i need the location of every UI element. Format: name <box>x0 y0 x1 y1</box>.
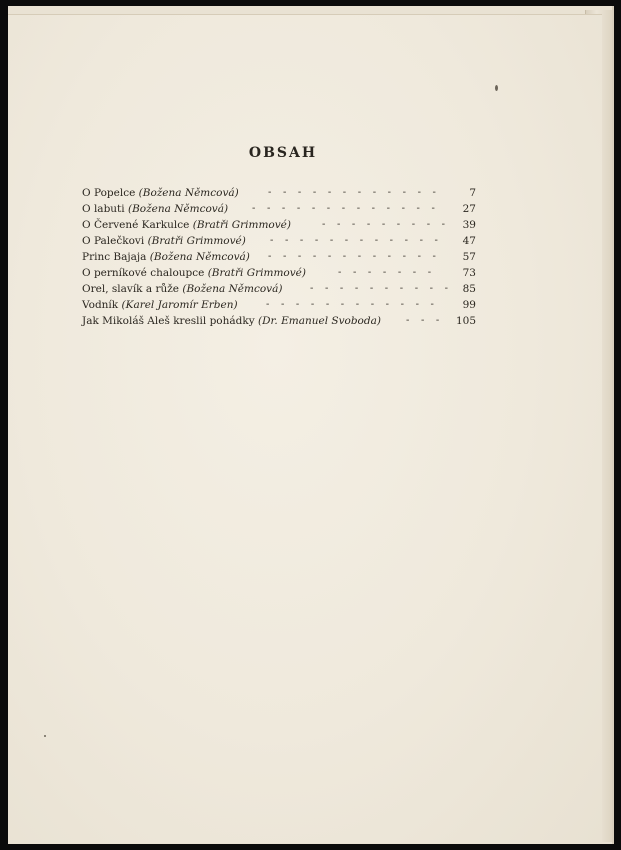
toc-page-number: 57 <box>462 251 476 263</box>
toc-title: O Červené Karkulce <box>82 219 190 231</box>
toc-entry <box>82 201 482 217</box>
toc-author: (Božena Němcová) <box>127 203 229 215</box>
toc-author: (Božena Němcová) <box>138 187 239 199</box>
page-title: OBSAH <box>248 145 318 161</box>
toc-entry-text <box>82 265 306 281</box>
toc-leader: - - - <box>406 315 444 326</box>
toc-author: (Božena Němcová) <box>149 251 250 263</box>
toc-author: (Dr. Emanuel Svoboda) <box>258 315 381 327</box>
toc-leader: - - - - - - - - - <box>322 219 450 230</box>
toc-entry-text <box>82 233 246 249</box>
toc-entry <box>82 217 482 233</box>
toc-leader: - - - - - - - <box>338 267 436 278</box>
toc-author: (Karel Jaromír Erben) <box>121 299 238 311</box>
toc-page-number: 7 <box>469 187 476 199</box>
toc-title: O perníkové chaloupce <box>82 267 205 279</box>
paper-speck <box>44 735 46 737</box>
toc-leader: - - - - - - - - - - - - <box>268 187 441 198</box>
book-page <box>8 14 602 843</box>
toc-entry-text <box>82 313 381 329</box>
toc-author: (Bratři Grimmové) <box>147 235 246 247</box>
toc-entry <box>82 265 482 281</box>
table-of-contents <box>82 185 482 329</box>
toc-title: Princ Bajaja <box>82 251 147 263</box>
toc-entry-text <box>82 217 291 233</box>
toc-page-number: 105 <box>455 315 476 327</box>
toc-page-number: 39 <box>462 219 476 231</box>
toc-title: O Palečkovi <box>82 235 145 247</box>
toc-title: Orel, slavík a růže <box>82 283 179 295</box>
toc-page-number: 27 <box>462 203 476 215</box>
toc-author: (Bratři Grimmové) <box>207 267 306 279</box>
toc-page-number: 85 <box>462 283 476 295</box>
toc-entry <box>82 297 482 313</box>
paper-speck <box>495 85 498 91</box>
toc-entry-text <box>82 185 239 201</box>
toc-page-number: 99 <box>462 299 476 311</box>
toc-entry <box>82 313 482 329</box>
toc-leader: - - - - - - - - - - <box>310 283 453 294</box>
toc-leader: - - - - - - - - - - - - <box>266 299 439 310</box>
toc-entry <box>82 233 482 249</box>
toc-leader: - - - - - - - - - - - - <box>270 235 443 246</box>
toc-entry-text <box>82 201 228 217</box>
toc-entry <box>82 281 482 297</box>
toc-entry <box>82 249 482 265</box>
toc-entry-text <box>82 281 282 297</box>
toc-leader: - - - - - - - - - - - - - <box>252 203 440 214</box>
toc-entry <box>82 185 482 201</box>
toc-author: (Božena Němcová) <box>182 283 283 295</box>
toc-entry-text <box>82 297 238 313</box>
toc-title: O labuti <box>82 203 125 215</box>
toc-title: Vodník <box>82 299 119 311</box>
toc-title: O Popelce <box>82 187 136 199</box>
toc-title: Jak Mikoláš Aleš kreslil pohádky <box>82 315 255 327</box>
toc-leader: - - - - - - - - - - - - <box>268 251 441 262</box>
toc-entry-text <box>82 249 250 265</box>
toc-page-number: 47 <box>462 235 476 247</box>
toc-author: (Bratři Grimmové) <box>192 219 291 231</box>
toc-page-number: 73 <box>462 267 476 279</box>
